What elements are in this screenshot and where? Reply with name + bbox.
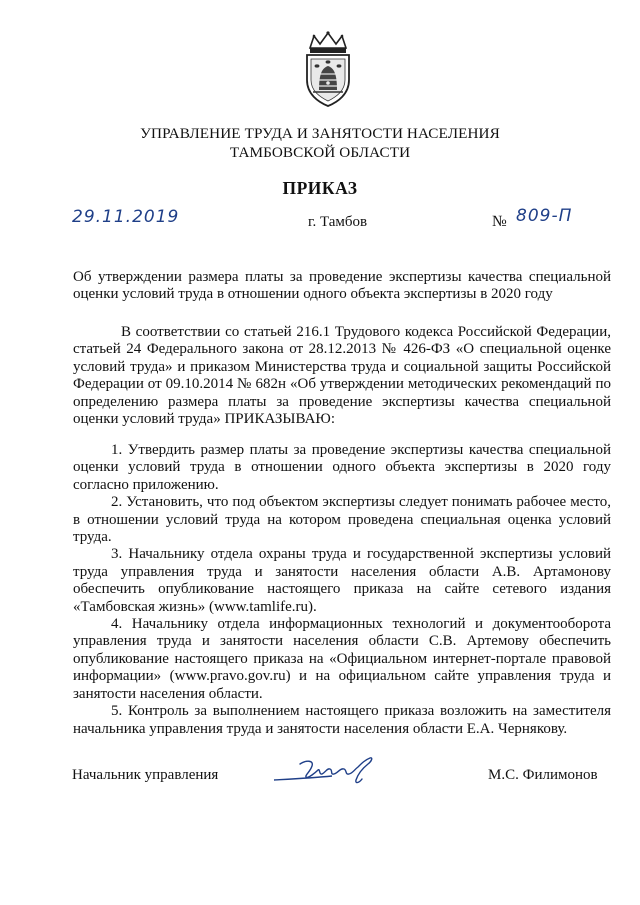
order-item-5: 5. Контроль за выполнением настоящего приказа возложить на заместителя начальника управления труда и занятости населения области Е.А. Чернякову. [73, 703, 611, 737]
order-item-4: 4. Начальнику отдела информационных технологий и документооборота управления труда и занятости населения области С.В. Артемову обеспечить опубликование настоящего приказа на «Официальном интернет-портале правовой информации» (www.pravo.gov.ru) и на официальном сайте управления труда и занятости населения области. [73, 616, 611, 702]
document-type-title: ПРИКАЗ [282, 178, 358, 198]
city-label: г. Тамбов [308, 214, 368, 230]
organization-line-1: УПРАВЛЕНИЕ ТРУДА И ЗАНЯТОСТИ НАСЕЛЕНИЯ [140, 125, 500, 142]
signatory-name: М.С. Филимонов [488, 767, 598, 783]
organization-title [0, 124, 640, 162]
order-number-label: № [492, 213, 507, 230]
signatory-role: Начальник управления [72, 767, 219, 783]
order-item-3: 3. Начальнику отдела охраны труда и государственной экспертизы условий труда управления труда и занятости населения области А.В. Артамонову обеспечить опубликование настоящего приказа на сайте сетевого издания «Тамбовская жизнь» (www.tamlife.ru). [73, 546, 611, 615]
order-item-2: 2. Установить, что под объектом экспертизы следует понимать рабочее место, в отношении условий труда на котором проведена специальная оценка условий труда. [73, 494, 611, 546]
order-preamble: В соответствии со статьей 216.1 Трудового кодекса Российской Федерации, статьей 24 Федерального закона от 28.12.2013 № 426-ФЗ «О специальной оценке условий труда» и приказом Министерства труда и социальной защиты Российской Федерации от 09.10.2014 № 682н «Об утверждении методических рекомендаций по определению размера платы за проведение экспертизы качества специальной оценки условий труда» ПРИКАЗЫВАЮ: [73, 324, 611, 428]
order-items [73, 442, 611, 738]
order-item-1: 1. Утвердить размер платы за проведение экспертизы качества специальной оценки условий труда в отношении одного объекта экспертизы в 2020 году согласно приложению. [73, 442, 611, 493]
handwritten-order-number: 809-П [516, 206, 573, 226]
signature-icon [272, 750, 387, 790]
handwritten-date: 29.11.2019 [72, 207, 180, 227]
coat-of-arms-icon [298, 30, 358, 110]
organization-line-2: ТАМБОВСКОЙ ОБЛАСТИ [229, 144, 411, 161]
order-subject: Об утверждении размера платы за проведение экспертизы качества специальной оценки условий труда в отношении одного объекта экспертизы в 2020 году [73, 269, 611, 303]
